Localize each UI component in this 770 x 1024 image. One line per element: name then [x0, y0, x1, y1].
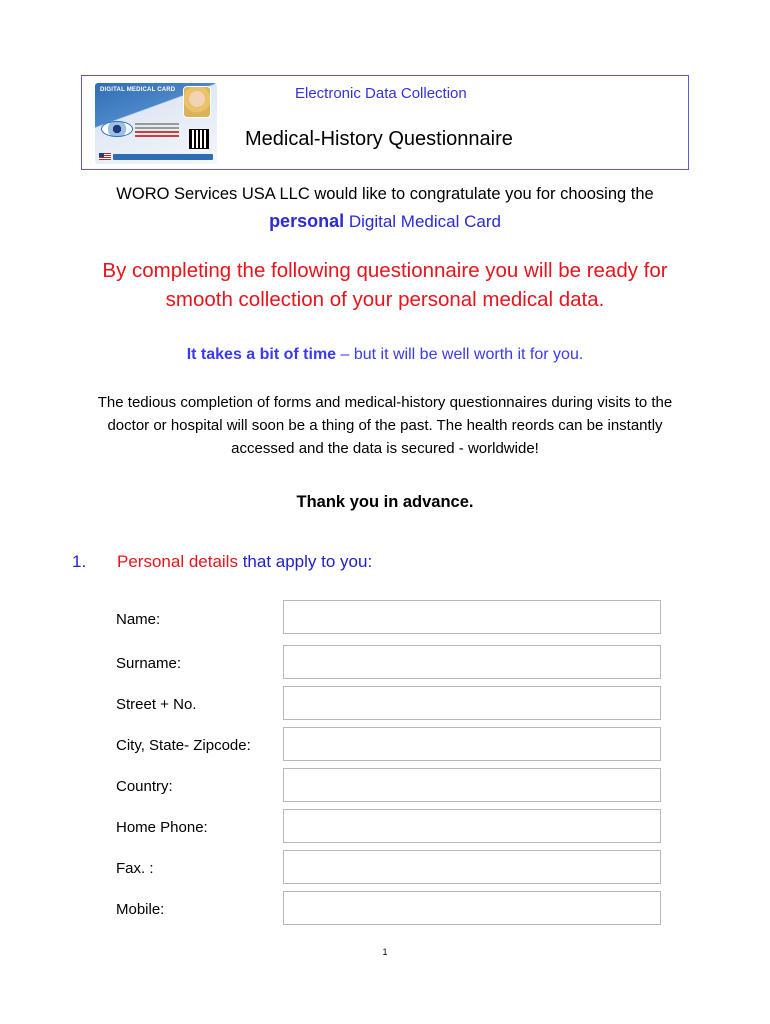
home-phone-field[interactable]: [284, 810, 660, 842]
card-title: DIGITAL MEDICAL CARD: [100, 87, 176, 93]
surname-field[interactable]: [284, 646, 660, 678]
lead-statement: [0, 256, 770, 314]
intro-paragraph: [0, 391, 770, 460]
us-flag-icon: [99, 153, 111, 160]
time-emphasis: It takes a bit of time: [186, 346, 337, 363]
lead-line-1: By completing the following questionnaire you will be ready for: [102, 259, 668, 282]
name-field[interactable]: [284, 601, 660, 633]
fax-field[interactable]: [284, 851, 660, 883]
digital-medical-card-image: [95, 83, 217, 164]
qr-code-icon: [189, 129, 209, 149]
para-line-1: The tedious completion of forms and medical-history questionnaires during visits to the: [97, 394, 673, 411]
congrats-text: WORO Services USA LLC would like to congratulate you for choosing the: [116, 185, 654, 203]
para-line-2: doctor or hospital will soon be a thing of the past. The health reords can be instantly: [107, 417, 663, 434]
name-field-box: [283, 600, 661, 634]
street-field-box: [283, 686, 661, 720]
card-text-lines: [135, 123, 179, 125]
section-title-red: Personal details: [117, 552, 238, 571]
city-state-zip-label: City, State- Zipcode:: [116, 737, 251, 754]
para-line-3: accessed and the data is secured - worldwide!: [231, 440, 539, 457]
eye-logo-icon: [101, 121, 133, 137]
page-title: Medical-History Questionnaire: [245, 128, 513, 150]
home-phone-label: Home Phone:: [116, 819, 208, 836]
header-box: [81, 75, 689, 170]
section-title-blue: that apply to you:: [237, 552, 373, 571]
city-state-zip-field[interactable]: [284, 728, 660, 760]
personal-card-line: [0, 211, 770, 232]
name-label: Name:: [116, 611, 161, 628]
street-field[interactable]: [284, 687, 660, 719]
country-field[interactable]: [284, 769, 660, 801]
mobile-label: Mobile:: [116, 901, 165, 918]
card-url-bar: [113, 154, 213, 160]
mobile-field[interactable]: [284, 892, 660, 924]
country-label: Country:: [116, 778, 173, 795]
surname-label: Surname:: [116, 655, 182, 672]
lead-line-2: smooth collection of your personal medical data.: [165, 288, 605, 311]
mobile-field-box: [283, 891, 661, 925]
home-phone-field-box: [283, 809, 661, 843]
country-field-box: [283, 768, 661, 802]
portrait-photo: [183, 86, 211, 118]
fax-label: Fax. :: [116, 860, 154, 877]
time-rest: – but it will be well worth it for you.: [336, 346, 584, 363]
section-title: [117, 552, 372, 572]
personal-emphasis: personal: [269, 211, 345, 231]
fax-field-box: [283, 850, 661, 884]
header-subtitle: Electronic Data Collection: [295, 85, 467, 102]
section-number: 1.: [72, 552, 87, 571]
personal-rest: Digital Medical Card: [344, 212, 501, 231]
time-note: [0, 346, 770, 364]
surname-field-box: [283, 645, 661, 679]
thanks-text: Thank you in advance.: [296, 493, 474, 511]
street-label: Street + No.: [116, 696, 197, 713]
city-state-zip-field-box: [283, 727, 661, 761]
page-number: 1: [382, 947, 388, 957]
